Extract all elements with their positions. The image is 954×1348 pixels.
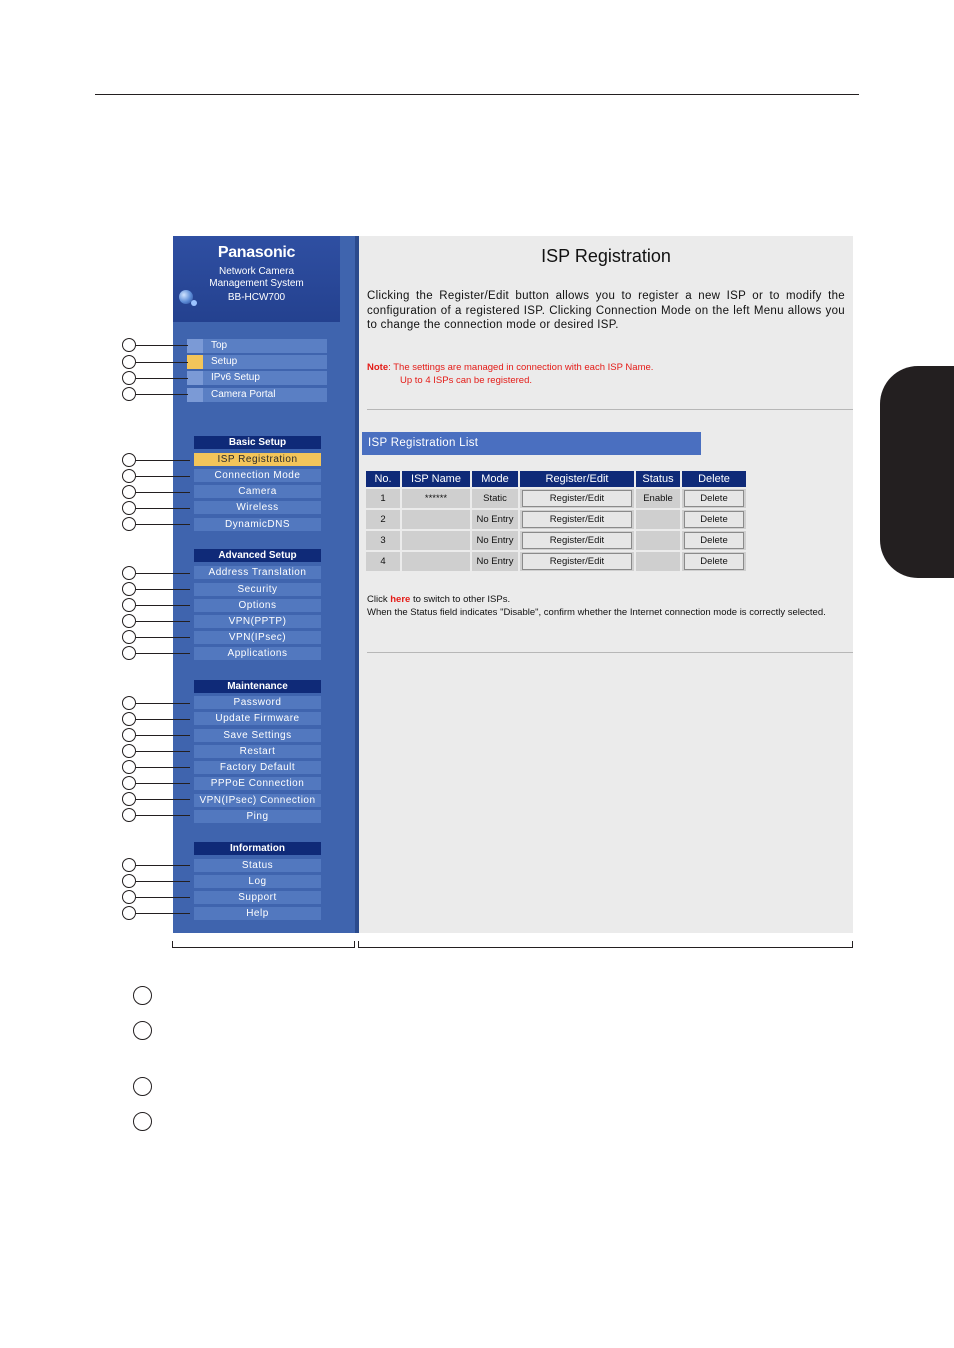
sidebar (173, 236, 355, 933)
col-delete: Delete (682, 471, 746, 487)
footer-text (367, 594, 847, 619)
callout-circle (122, 906, 136, 920)
delete-button[interactable]: Delete (684, 532, 744, 549)
cell-status: Enable (636, 489, 680, 508)
isp-registration-table (364, 469, 748, 573)
callout-circle (122, 760, 136, 774)
note-label: Note (367, 362, 389, 373)
col-status: Status (636, 471, 680, 487)
callout-leader-line (136, 345, 188, 346)
callout-leader-line (136, 735, 190, 736)
cell-register-edit (520, 552, 634, 571)
brand-subtitle-line1: Network Camera (218, 266, 295, 277)
main-content (359, 236, 853, 933)
cell-mode: No Entry (472, 510, 518, 529)
callout-leader-line (136, 621, 190, 622)
section-header-basic-setup: Basic Setup (194, 436, 321, 449)
menu-restart[interactable]: Restart (194, 745, 321, 758)
top-menu-ipv6-setup[interactable] (187, 371, 327, 385)
callout-leader-line (136, 881, 190, 882)
callout-circle (122, 453, 136, 467)
register-edit-button[interactable]: Register/Edit (522, 490, 632, 507)
cell-mode: No Entry (472, 552, 518, 571)
callout-circle (122, 890, 136, 904)
menu-factory-default[interactable]: Factory Default (194, 761, 321, 774)
callout-circle (122, 469, 136, 483)
callout-circle (122, 874, 136, 888)
callout-leader-line (136, 476, 190, 477)
cell-register-edit (520, 531, 634, 550)
menu-status[interactable]: Status (194, 859, 321, 872)
col-no: No. (366, 471, 400, 487)
callout-leader-line (136, 897, 190, 898)
footer-prefix: Click (367, 594, 391, 605)
callout-leader-line (136, 799, 190, 800)
menu-vpn-ipsec-connection[interactable]: VPN(IPsec) Connection (194, 794, 321, 807)
callout-circle (122, 387, 136, 401)
divider (367, 409, 853, 410)
callout-leader-line (136, 605, 190, 606)
menu-password[interactable]: Password (194, 696, 321, 709)
callout-circle (122, 485, 136, 499)
chapter-tab (880, 366, 954, 578)
menu-log[interactable]: Log (194, 875, 321, 888)
switch-isp-link[interactable]: here (390, 594, 411, 605)
cell-status (636, 510, 680, 529)
cell-isp-name (402, 552, 470, 571)
callout-circle (122, 582, 136, 596)
cell-delete (682, 510, 746, 529)
register-edit-button[interactable]: Register/Edit (522, 553, 632, 570)
callout-circle (122, 776, 136, 790)
main-bracket (358, 941, 853, 948)
screenshot-frame (173, 236, 853, 933)
table-row (366, 489, 746, 508)
callout-leader-line (136, 394, 188, 395)
callout-leader-line (136, 362, 188, 363)
cell-isp-name: ****** (402, 489, 470, 508)
callout-circle (122, 566, 136, 580)
col-register-edit: Register/Edit (520, 471, 634, 487)
divider (367, 652, 853, 653)
menu-isp-registration[interactable]: ISP Registration (194, 453, 321, 466)
brand-subtitle-line2: Management System (209, 278, 304, 289)
globe-satellite-icon (191, 300, 197, 306)
top-menu-camera-portal[interactable] (187, 388, 327, 402)
callout-circle (133, 1077, 152, 1096)
callout-leader-line (136, 751, 190, 752)
callout-circle (122, 630, 136, 644)
callout-leader-line (136, 508, 190, 509)
menu-pppoe-connection[interactable]: PPPoE Connection (194, 777, 321, 790)
callout-circle (122, 598, 136, 612)
top-menu-label: Top (211, 340, 228, 351)
note-text (367, 362, 653, 387)
callout-circle (133, 986, 152, 1005)
callout-circle (133, 1021, 152, 1040)
callout-leader-line (136, 492, 190, 493)
menu-camera[interactable]: Camera (194, 485, 321, 498)
register-edit-button[interactable]: Register/Edit (522, 511, 632, 528)
table-row (366, 510, 746, 529)
menu-address-translation[interactable]: Address Translation (194, 566, 321, 579)
delete-button[interactable]: Delete (684, 490, 744, 507)
callout-circle (122, 338, 136, 352)
page-top-rule (95, 94, 859, 95)
callout-leader-line (136, 703, 190, 704)
callout-circle (122, 501, 136, 515)
cell-status (636, 552, 680, 571)
section-header-maintenance: Maintenance (194, 680, 321, 693)
delete-button[interactable]: Delete (684, 511, 744, 528)
menu-security[interactable]: Security (194, 583, 321, 596)
intro-text: Clicking the Register/Edit button allows you to register a new ISP or to modify the configuration of a registered ISP. Clicking Connection Mode on the left Menu allows you to change the connection mode or desired ISP. (367, 290, 845, 331)
section-header-advanced-setup: Advanced Setup (194, 549, 321, 562)
callout-circle (122, 728, 136, 742)
menu-marker-icon (187, 388, 203, 402)
brand-model: BB-HCW700 (227, 292, 286, 303)
brand-logo: Panasonic (217, 244, 296, 261)
note-line1: : The settings are managed in connection with each ISP Name. (388, 362, 654, 373)
cell-delete (682, 489, 746, 508)
footer-suffix: to switch to other ISPs. (410, 594, 511, 605)
menu-marker-icon (187, 371, 203, 385)
callout-circle (122, 371, 136, 385)
menu-options[interactable]: Options (194, 599, 321, 612)
table-row (366, 531, 746, 550)
cell-delete (682, 552, 746, 571)
callout-circle (122, 744, 136, 758)
callout-leader-line (136, 865, 190, 866)
callout-leader-line (136, 767, 190, 768)
sidebar-bracket (172, 941, 355, 948)
menu-wireless[interactable]: Wireless (194, 501, 321, 514)
menu-update-firmware[interactable]: Update Firmware (194, 712, 321, 725)
callout-leader-line (136, 637, 190, 638)
cell-isp-name (402, 510, 470, 529)
top-menu-top[interactable] (187, 339, 327, 353)
menu-connection-mode[interactable]: Connection Mode (194, 469, 321, 482)
menu-dynamicdns[interactable]: DynamicDNS (194, 518, 321, 531)
callout-leader-line (136, 524, 190, 525)
callout-circle (122, 614, 136, 628)
menu-help[interactable]: Help (194, 907, 321, 920)
cell-no: 4 (366, 552, 400, 571)
callout-leader-line (136, 573, 190, 574)
callout-leader-line (136, 653, 190, 654)
table-row (366, 552, 746, 571)
menu-save-settings[interactable]: Save Settings (194, 729, 321, 742)
callout-circle (122, 808, 136, 822)
cell-no: 1 (366, 489, 400, 508)
menu-marker-icon (187, 355, 203, 369)
top-menu-setup[interactable] (187, 355, 327, 369)
footer-line2: When the Status field indicates "Disable", confirm whether the Internet connection mode is correctly selected. (367, 606, 826, 618)
top-menu-label: IPv6 Setup (211, 372, 260, 383)
cell-mode: Static (472, 489, 518, 508)
callout-leader-line (136, 589, 190, 590)
menu-vpn-pptp[interactable]: VPN(PPTP) (194, 615, 321, 628)
section-header-information: Information (194, 842, 321, 855)
menu-applications[interactable]: Applications (194, 647, 321, 660)
callout-circle (122, 792, 136, 806)
brand-panel (173, 236, 340, 322)
cell-isp-name (402, 531, 470, 550)
col-isp-name: ISP Name (402, 471, 470, 487)
cell-no: 2 (366, 510, 400, 529)
page-title: ISP Registration (541, 246, 671, 266)
top-menu-label: Setup (211, 356, 238, 367)
menu-ping[interactable]: Ping (194, 810, 321, 823)
note-line2: Up to 4 ISPs can be registered. (400, 374, 533, 386)
cell-status (636, 531, 680, 550)
cell-delete (682, 531, 746, 550)
top-menu-label: Camera Portal (211, 389, 276, 400)
callout-circle (122, 696, 136, 710)
callout-circle (122, 646, 136, 660)
callout-leader-line (136, 378, 188, 379)
cell-mode: No Entry (472, 531, 518, 550)
callout-circle (122, 858, 136, 872)
callout-leader-line (136, 783, 190, 784)
cell-register-edit (520, 510, 634, 529)
callout-leader-line (136, 913, 190, 914)
delete-button[interactable]: Delete (684, 553, 744, 570)
isp-list-header: ISP Registration List (362, 432, 701, 455)
table-header-row (366, 471, 746, 487)
brand-subtitle (173, 266, 340, 290)
callout-circle (122, 712, 136, 726)
callout-circle (133, 1112, 152, 1131)
callout-circle (122, 517, 136, 531)
cell-register-edit (520, 489, 634, 508)
menu-marker-icon (187, 339, 203, 353)
menu-support[interactable]: Support (194, 891, 321, 904)
col-mode: Mode (472, 471, 518, 487)
callout-leader-line (136, 719, 190, 720)
callout-leader-line (136, 815, 190, 816)
menu-vpn-ipsec[interactable]: VPN(IPsec) (194, 631, 321, 644)
callout-circle (122, 355, 136, 369)
callout-leader-line (136, 460, 190, 461)
cell-no: 3 (366, 531, 400, 550)
register-edit-button[interactable]: Register/Edit (522, 532, 632, 549)
